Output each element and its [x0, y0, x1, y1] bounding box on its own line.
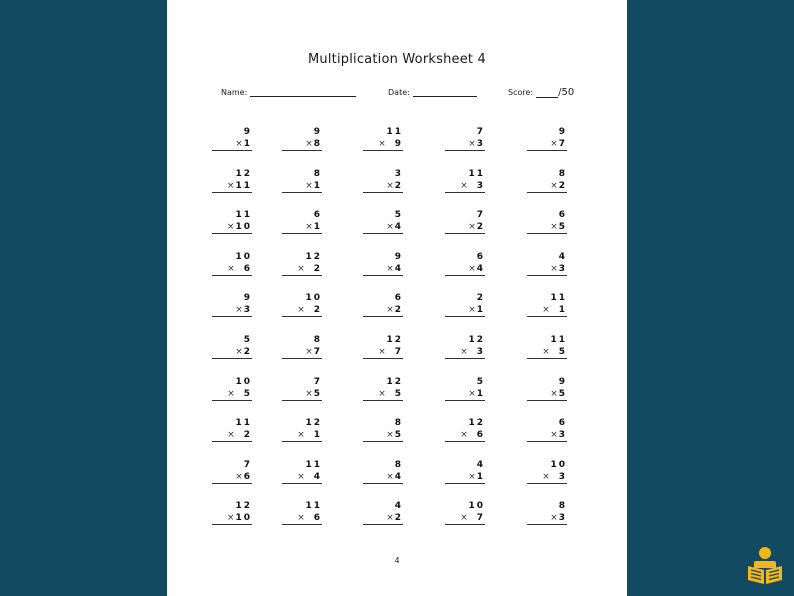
- multiplier-row: [445, 138, 485, 151]
- multiplier: 5: [558, 388, 567, 399]
- multiplier: 4: [394, 263, 403, 274]
- problem-33: [363, 376, 403, 401]
- multiplier-row: [363, 180, 403, 193]
- times-sign: ×: [305, 180, 313, 191]
- multiplier: 1: [558, 305, 567, 316]
- multiplier: 4: [476, 263, 485, 274]
- multiplier-row: [527, 388, 567, 401]
- problem-13: [363, 209, 403, 234]
- times-sign: ×: [468, 388, 476, 399]
- date-label: Date:: [388, 88, 410, 97]
- multiplier: 3: [476, 347, 485, 357]
- times-sign: ×: [386, 471, 394, 482]
- times-sign: ×: [378, 388, 386, 399]
- multiplicand: 8: [558, 501, 567, 512]
- multiplicand: 10: [468, 501, 485, 512]
- problem-26: [212, 334, 252, 359]
- multiplier-row: [527, 263, 567, 276]
- problem-39: [445, 417, 485, 442]
- problem-28: [363, 334, 403, 359]
- multiplier-row: [282, 346, 322, 359]
- multiplier: 1: [313, 430, 322, 441]
- problem-23: [363, 292, 403, 317]
- times-sign: ×: [227, 388, 235, 399]
- multiplier: 1: [313, 222, 322, 233]
- multiplicand: 11: [550, 293, 567, 304]
- multiplicand: 4: [558, 251, 567, 262]
- problem-38: [363, 417, 403, 442]
- multiplier-row: [363, 429, 403, 442]
- problem-25: [527, 292, 567, 317]
- multiplier-row: [282, 221, 322, 234]
- multiplier: 3: [558, 513, 567, 524]
- multiplicand: 8: [394, 459, 403, 470]
- times-sign: ×: [386, 305, 394, 316]
- multiplier: 7: [313, 347, 322, 357]
- multiplier-row: [445, 263, 485, 276]
- multiplier: 6: [313, 513, 322, 524]
- multiplicand: 9: [558, 376, 567, 387]
- times-sign: ×: [386, 180, 394, 191]
- times-sign: ×: [550, 263, 558, 274]
- multiplicand: 5: [476, 376, 485, 387]
- times-sign: ×: [235, 305, 243, 316]
- problem-45: [527, 459, 567, 484]
- multiplier-row: [527, 221, 567, 234]
- multiplier-row: [282, 388, 322, 401]
- multiplier-row: [363, 221, 403, 234]
- multiplicand: 7: [243, 459, 252, 470]
- multiplier-row: [445, 221, 485, 234]
- worksheet-title: Multiplication Worksheet 4: [307, 52, 487, 67]
- multiplicand: 12: [305, 418, 322, 429]
- problem-8: [363, 168, 403, 193]
- multiplier: 2: [313, 305, 322, 316]
- problem-3: [363, 126, 403, 151]
- multiplier-row: [445, 346, 485, 359]
- multiplier-row: [363, 346, 403, 359]
- problem-12: [282, 209, 322, 234]
- times-sign: ×: [550, 430, 558, 441]
- problem-6: [212, 168, 252, 193]
- multiplicand: 10: [235, 376, 252, 387]
- multiplier-row: [363, 388, 403, 401]
- multiplier-row: [445, 512, 485, 525]
- multiplier: 2: [476, 222, 485, 233]
- multiplier-row: [212, 138, 252, 151]
- multiplicand: 4: [394, 501, 403, 512]
- multiplier-row: [445, 304, 485, 317]
- multiplier: 4: [313, 471, 322, 482]
- multiplier: 5: [313, 388, 322, 399]
- multiplier: 1: [243, 139, 252, 149]
- problem-20: [527, 251, 567, 276]
- times-sign: ×: [542, 471, 550, 482]
- multiplicand: 11: [235, 210, 252, 221]
- times-sign: ×: [460, 180, 468, 191]
- problem-grid: [167, 0, 627, 596]
- problem-40: [527, 417, 567, 442]
- multiplier-row: [282, 429, 322, 442]
- multiplicand: 5: [243, 335, 252, 345]
- multiplicand: 11: [235, 418, 252, 429]
- multiplicand: 9: [313, 127, 322, 137]
- times-sign: ×: [305, 139, 313, 149]
- multiplier: 3: [558, 471, 567, 482]
- multiplier-row: [363, 263, 403, 276]
- multiplier-row: [363, 512, 403, 525]
- times-sign: ×: [550, 222, 558, 233]
- multiplier-row: [445, 471, 485, 484]
- problem-34: [445, 376, 485, 401]
- multiplier: 3: [558, 263, 567, 274]
- multiplier: 7: [558, 139, 567, 149]
- multiplier-row: [363, 138, 403, 151]
- times-sign: ×: [460, 430, 468, 441]
- times-sign: ×: [386, 222, 394, 233]
- multiplicand: 10: [550, 459, 567, 470]
- multiplier-row: [445, 180, 485, 193]
- multiplier: 3: [476, 139, 485, 149]
- problem-15: [527, 209, 567, 234]
- times-sign: ×: [542, 347, 550, 357]
- times-sign: ×: [468, 471, 476, 482]
- score-label: Score:: [508, 88, 534, 97]
- multiplier: 5: [558, 347, 567, 357]
- multiplier: 6: [243, 263, 252, 274]
- multiplicand: 7: [476, 127, 485, 137]
- times-sign: ×: [305, 347, 313, 357]
- multiplicand: 5: [394, 210, 403, 221]
- name-label: Name:: [221, 88, 248, 97]
- multiplier-row: [282, 263, 322, 276]
- problem-7: [282, 168, 322, 193]
- times-sign: ×: [378, 347, 386, 357]
- times-sign: ×: [297, 513, 305, 524]
- multiplicand: 8: [313, 168, 322, 179]
- problem-47: [282, 500, 322, 525]
- multiplicand: 6: [476, 251, 485, 262]
- multiplicand: 12: [468, 418, 485, 429]
- problem-17: [282, 251, 322, 276]
- multiplicand: 9: [558, 127, 567, 137]
- multiplier: 2: [394, 180, 403, 191]
- multiplicand: 6: [394, 293, 403, 304]
- times-sign: ×: [226, 222, 235, 233]
- problem-9: [445, 168, 485, 193]
- multiplier-row: [363, 304, 403, 317]
- problem-19: [445, 251, 485, 276]
- problem-46: [212, 500, 252, 525]
- problem-31: [212, 376, 252, 401]
- multiplier: 5: [243, 388, 252, 399]
- multiplier: 1: [476, 388, 485, 399]
- problem-11: [212, 209, 252, 234]
- problem-42: [282, 459, 322, 484]
- multiplier: 1: [476, 471, 485, 482]
- problem-37: [282, 417, 322, 442]
- multiplicand: 11: [468, 168, 485, 179]
- times-sign: ×: [235, 139, 243, 149]
- multiplicand: 7: [313, 376, 322, 387]
- multiplier-row: [527, 138, 567, 151]
- multiplier: 10: [235, 513, 252, 524]
- problem-22: [282, 292, 322, 317]
- multiplicand: 8: [394, 418, 403, 429]
- multiplier-row: [212, 180, 252, 193]
- multiplier-row: [527, 429, 567, 442]
- multiplier: 1: [313, 180, 322, 191]
- multiplier: 5: [394, 388, 403, 399]
- problem-36: [212, 417, 252, 442]
- multiplier-row: [527, 512, 567, 525]
- problem-43: [363, 459, 403, 484]
- multiplier-row: [445, 429, 485, 442]
- multiplier-row: [282, 512, 322, 525]
- multiplier: 7: [476, 513, 485, 524]
- times-sign: ×: [460, 347, 468, 357]
- multiplier-row: [527, 471, 567, 484]
- times-sign: ×: [305, 222, 313, 233]
- problem-48: [363, 500, 403, 525]
- times-sign: ×: [468, 263, 476, 274]
- problem-14: [445, 209, 485, 234]
- times-sign: ×: [460, 513, 468, 524]
- multiplicand: 11: [550, 335, 567, 345]
- reading-child-icon: [746, 546, 784, 586]
- multiplier-row: [445, 388, 485, 401]
- score-total: /50: [558, 87, 575, 98]
- multiplicand: 6: [558, 210, 567, 221]
- problem-49: [445, 500, 485, 525]
- multiplier-row: [212, 512, 252, 525]
- times-sign: ×: [297, 263, 305, 274]
- multiplicand: 6: [313, 210, 322, 221]
- multiplier: 11: [235, 180, 252, 191]
- times-sign: ×: [550, 139, 558, 149]
- multiplier: 2: [558, 180, 567, 191]
- multiplier: 3: [476, 180, 485, 191]
- times-sign: ×: [542, 305, 550, 316]
- multiplier-row: [363, 471, 403, 484]
- multiplier: 9: [394, 139, 403, 149]
- multiplier: 2: [394, 513, 403, 524]
- multiplier-row: [212, 221, 252, 234]
- problem-50: [527, 500, 567, 525]
- problem-35: [527, 376, 567, 401]
- problem-27: [282, 334, 322, 359]
- multiplicand: 12: [386, 376, 403, 387]
- multiplier-row: [527, 304, 567, 317]
- problem-10: [527, 168, 567, 193]
- problem-18: [363, 251, 403, 276]
- multiplier-row: [212, 263, 252, 276]
- multiplier: 6: [243, 471, 252, 482]
- multiplicand: 3: [394, 168, 403, 179]
- multiplicand: 9: [243, 127, 252, 137]
- multiplier-row: [212, 388, 252, 401]
- multiplicand: 9: [243, 293, 252, 304]
- multiplicand: 8: [558, 168, 567, 179]
- multiplicand: 6: [558, 418, 567, 429]
- multiplicand: 11: [305, 501, 322, 512]
- multiplier: 7: [394, 347, 403, 357]
- multiplicand: 10: [305, 293, 322, 304]
- multiplier-row: [282, 138, 322, 151]
- problem-1: [212, 126, 252, 151]
- problem-29: [445, 334, 485, 359]
- problem-16: [212, 251, 252, 276]
- multiplier-row: [282, 304, 322, 317]
- multiplier: 2: [243, 430, 252, 441]
- multiplier: 3: [558, 430, 567, 441]
- times-sign: ×: [468, 139, 476, 149]
- multiplicand: 12: [305, 251, 322, 262]
- times-sign: ×: [226, 180, 235, 191]
- times-sign: ×: [550, 180, 558, 191]
- multiplicand: 10: [235, 251, 252, 262]
- problem-41: [212, 459, 252, 484]
- times-sign: ×: [468, 222, 476, 233]
- multiplier: 8: [313, 139, 322, 149]
- times-sign: ×: [297, 305, 305, 316]
- multiplicand: 11: [305, 459, 322, 470]
- multiplier-row: [527, 346, 567, 359]
- times-sign: ×: [235, 347, 243, 357]
- multiplier: 4: [394, 471, 403, 482]
- multiplier-row: [212, 304, 252, 317]
- times-sign: ×: [386, 430, 394, 441]
- multiplicand: 9: [394, 251, 403, 262]
- multiplicand: 12: [386, 335, 403, 345]
- multiplier-row: [212, 346, 252, 359]
- problem-32: [282, 376, 322, 401]
- multiplier: 1: [476, 305, 485, 316]
- worksheet-page: [167, 0, 627, 596]
- multiplier: 6: [476, 430, 485, 441]
- multiplicand: 12: [235, 168, 252, 179]
- multiplicand: 12: [235, 501, 252, 512]
- times-sign: ×: [378, 139, 386, 149]
- times-sign: ×: [386, 513, 394, 524]
- multiplicand: 11: [386, 127, 403, 137]
- problem-4: [445, 126, 485, 151]
- multiplier: 5: [394, 430, 403, 441]
- multiplicand: 4: [476, 459, 485, 470]
- multiplier-row: [282, 471, 322, 484]
- multiplier-row: [212, 471, 252, 484]
- times-sign: ×: [227, 263, 235, 274]
- times-sign: ×: [235, 471, 243, 482]
- problem-24: [445, 292, 485, 317]
- multiplier: 5: [558, 222, 567, 233]
- multiplier: 2: [394, 305, 403, 316]
- multiplicand: 2: [476, 293, 485, 304]
- multiplicand: 12: [468, 335, 485, 345]
- multiplier-row: [212, 429, 252, 442]
- times-sign: ×: [227, 430, 235, 441]
- multiplier: 10: [235, 222, 252, 233]
- problem-5: [527, 126, 567, 151]
- multiplier: 4: [394, 222, 403, 233]
- page-number: 4: [394, 556, 400, 565]
- problem-44: [445, 459, 485, 484]
- times-sign: ×: [297, 471, 305, 482]
- multiplicand: 7: [476, 210, 485, 221]
- problem-30: [527, 334, 567, 359]
- times-sign: ×: [305, 388, 313, 399]
- times-sign: ×: [550, 388, 558, 399]
- times-sign: ×: [386, 263, 394, 274]
- times-sign: ×: [226, 513, 235, 524]
- multiplier-row: [527, 180, 567, 193]
- times-sign: ×: [468, 305, 476, 316]
- times-sign: ×: [297, 430, 305, 441]
- multiplicand: 8: [313, 335, 322, 345]
- times-sign: ×: [550, 513, 558, 524]
- multiplier: 2: [313, 263, 322, 274]
- multiplier-row: [282, 180, 322, 193]
- multiplier: 2: [243, 347, 252, 357]
- problem-2: [282, 126, 322, 151]
- problem-21: [212, 292, 252, 317]
- multiplier: 3: [243, 305, 252, 316]
